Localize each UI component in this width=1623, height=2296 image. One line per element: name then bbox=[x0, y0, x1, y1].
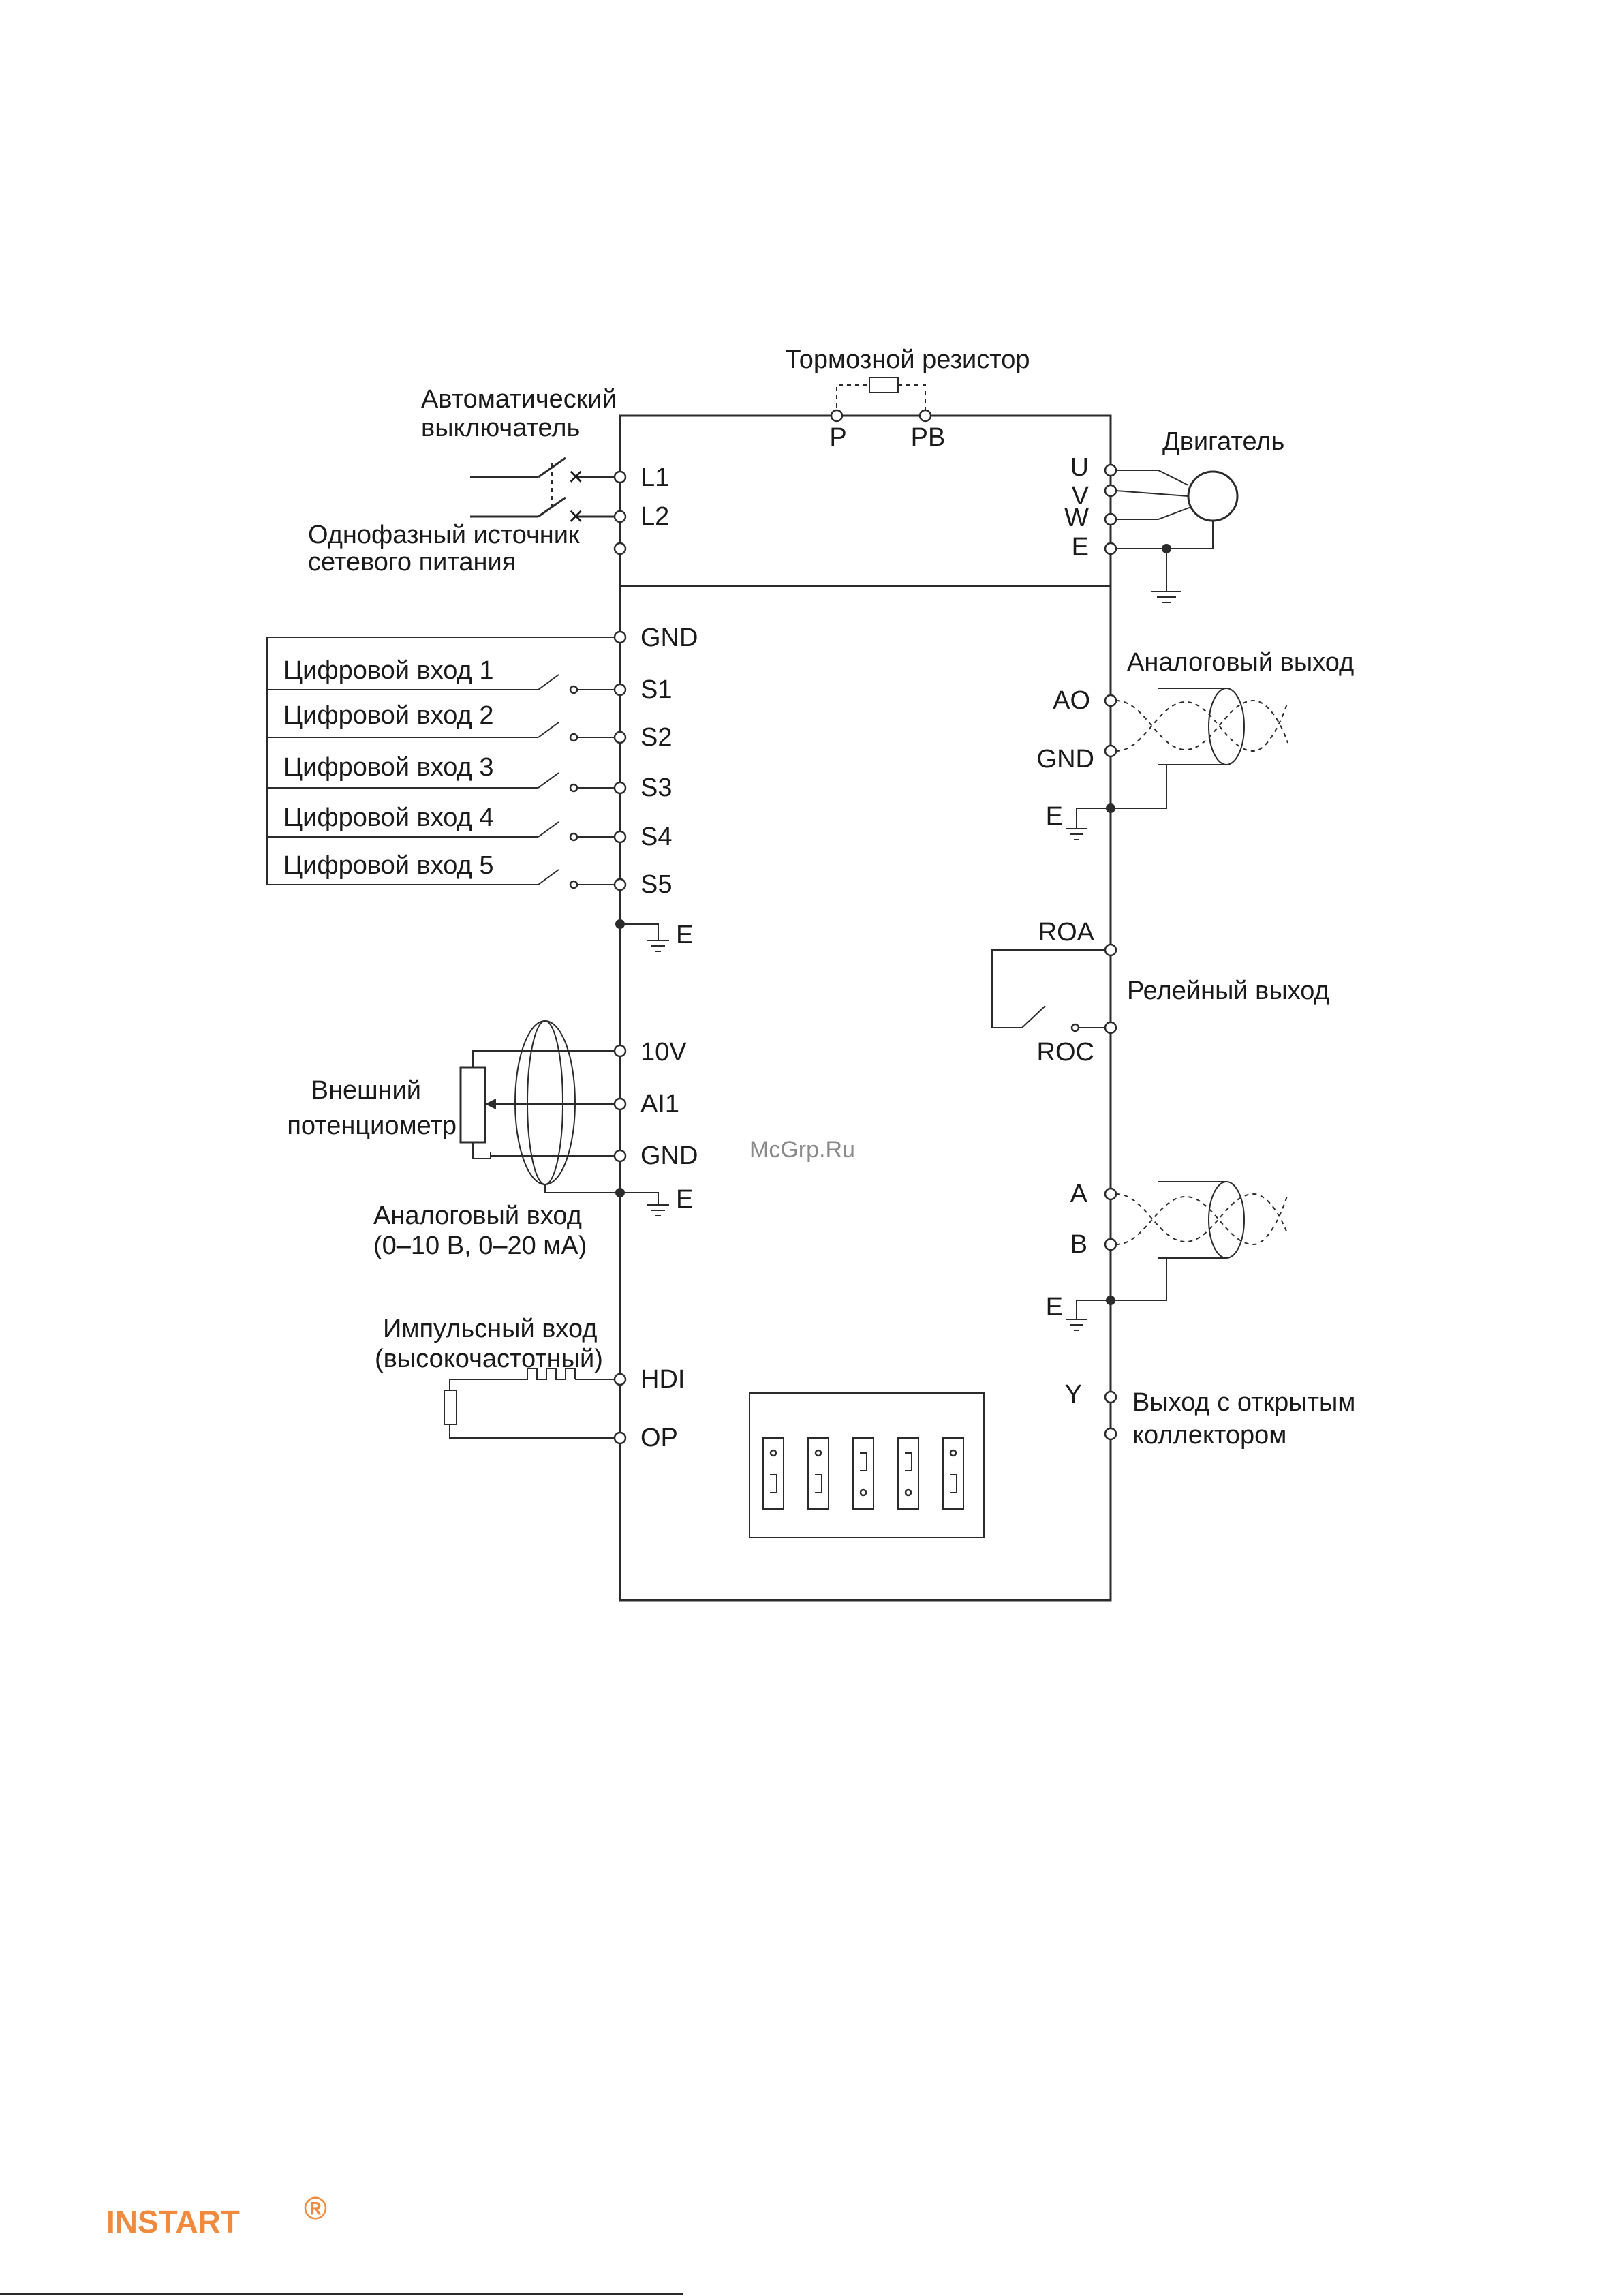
terminal-label-ao: AO bbox=[1053, 686, 1090, 715]
terminal-e-motor bbox=[1105, 543, 1116, 554]
terminal-label-gnd-top: GND bbox=[640, 624, 698, 652]
terminal-label-e-right-2: E bbox=[1045, 1293, 1063, 1321]
terminal-label-l1: L1 bbox=[640, 463, 670, 492]
terminal-label-b: B bbox=[1070, 1230, 1087, 1259]
terminal-gnd-top bbox=[615, 632, 625, 643]
terminal-gnd-ao bbox=[1105, 746, 1116, 756]
terminal-s2 bbox=[615, 732, 625, 743]
terminal-a bbox=[1105, 1189, 1116, 1199]
dip-switch-2 bbox=[808, 1438, 829, 1509]
terminal-label-gnd-ai: GND bbox=[640, 1142, 698, 1170]
oc-out-label-2: коллектором bbox=[1132, 1421, 1287, 1450]
digital-input-label-4: Цифровой вход 4 bbox=[283, 803, 494, 832]
terminal-label-a: A bbox=[1070, 1180, 1087, 1208]
digital-input-label-2: Цифровой вход 2 bbox=[283, 701, 494, 730]
relay-output bbox=[992, 918, 1329, 1067]
terminal-hdi bbox=[615, 1374, 625, 1385]
terminal-gnd-ai bbox=[615, 1150, 625, 1161]
comm-output bbox=[1046, 1180, 1288, 1330]
analog-out-label: Аналоговый выход bbox=[1127, 648, 1355, 677]
breaker-label-2: выключатель bbox=[421, 414, 581, 442]
analog-in-label-1: Аналоговый вход bbox=[373, 1201, 582, 1230]
terminal-label-u: U bbox=[1070, 453, 1089, 482]
terminal-label-ai1: AI1 bbox=[640, 1090, 680, 1118]
terminal-p bbox=[831, 410, 842, 421]
potentiometer-symbol bbox=[461, 1067, 485, 1142]
terminal-label-e-motor: E bbox=[1071, 533, 1089, 562]
terminal-label-w: W bbox=[1064, 504, 1089, 532]
breaker-x-1: × bbox=[568, 463, 584, 491]
dip-switch-1 bbox=[763, 1438, 784, 1509]
digital-input-label-5: Цифровой вход 5 bbox=[283, 851, 494, 880]
terminal-label-e-right-1: E bbox=[1045, 802, 1063, 831]
terminal-label-roa: ROA bbox=[1038, 918, 1094, 947]
terminal-label-s1: S1 bbox=[640, 675, 673, 704]
terminal-u bbox=[1105, 465, 1116, 476]
pulse-in-label-1: Импульсный вход bbox=[383, 1315, 598, 1343]
brand-logo bbox=[106, 2190, 327, 2239]
terminal-label-pb: PB bbox=[910, 423, 946, 452]
breaker-label-1: Автоматический bbox=[421, 385, 617, 414]
terminal-y-com bbox=[1105, 1428, 1116, 1439]
breaker-x-2: × bbox=[568, 502, 584, 531]
oc-out-label-1: Выход с открытым bbox=[1132, 1388, 1356, 1417]
terminal-l2 bbox=[615, 511, 625, 522]
terminal-label-s3: S3 bbox=[640, 774, 673, 802]
terminal-s3 bbox=[615, 782, 625, 793]
terminal-s1 bbox=[615, 684, 625, 695]
digital-input-label-1: Цифровой вход 1 bbox=[283, 656, 494, 685]
supply-label-2: сетевого питания bbox=[308, 548, 516, 577]
terminal-s4 bbox=[615, 831, 625, 842]
terminal-v bbox=[1105, 485, 1116, 496]
supply-label-1: Однофазный источник bbox=[308, 521, 580, 549]
logo-text: INSTART bbox=[106, 2204, 240, 2239]
terminal-label-s5: S5 bbox=[640, 870, 673, 899]
watermark: McGrp.Ru bbox=[749, 1137, 855, 1163]
terminal-ai1 bbox=[615, 1099, 625, 1109]
digital-input-label-3: Цифровой вход 3 bbox=[283, 753, 494, 782]
shield-ab bbox=[1209, 1182, 1244, 1258]
analog-in-label-2: (0–10 В, 0–20 мА) bbox=[373, 1231, 587, 1260]
pulse-resistor bbox=[444, 1390, 457, 1424]
ext-pot-label-2: потенциометр bbox=[287, 1112, 457, 1140]
terminal-op bbox=[615, 1433, 625, 1443]
terminal-label-p: P bbox=[829, 423, 847, 452]
terminal-roc bbox=[1105, 1022, 1116, 1033]
terminal-label-v: V bbox=[1071, 482, 1089, 510]
terminal-n bbox=[615, 543, 625, 554]
terminal-ao bbox=[1105, 695, 1116, 706]
terminal-label-y: Y bbox=[1064, 1380, 1082, 1409]
open-collector-output bbox=[1065, 1380, 1356, 1450]
terminal-pb bbox=[920, 410, 931, 421]
terminal-label-s2: S2 bbox=[640, 723, 673, 752]
terminal-label-hdi: HDI bbox=[640, 1365, 685, 1394]
terminal-label-e-left-1: E bbox=[676, 921, 694, 949]
relay-out-label: Релейный выход bbox=[1127, 977, 1329, 1005]
dip-switch-4 bbox=[898, 1438, 918, 1509]
logo-registered: ® bbox=[304, 2190, 327, 2226]
dip-switch-block bbox=[749, 1393, 984, 1537]
analog-output bbox=[1037, 648, 1355, 840]
terminal-l1 bbox=[615, 472, 625, 483]
terminal-label-gnd-ao: GND bbox=[1036, 745, 1094, 774]
drive-body bbox=[620, 416, 1111, 1600]
motor-label: Двигатель bbox=[1162, 427, 1285, 456]
power-input bbox=[308, 385, 669, 577]
pulse-in-label-2: (высокочастотный) bbox=[375, 1345, 603, 1373]
dip-switch-3 bbox=[853, 1438, 874, 1509]
terminal-label-roc: ROC bbox=[1036, 1038, 1094, 1067]
brake-resistor bbox=[786, 346, 1030, 452]
motor-output bbox=[1064, 427, 1284, 602]
resistor-symbol bbox=[869, 378, 898, 393]
terminal-label-e-left-2: E bbox=[676, 1185, 694, 1214]
analog-input bbox=[287, 1021, 698, 1260]
pulse-input bbox=[375, 1315, 685, 1452]
terminal-w bbox=[1105, 514, 1116, 525]
terminal-roa bbox=[1105, 945, 1116, 955]
terminal-label-10v: 10V bbox=[640, 1038, 687, 1067]
terminal-label-l2: L2 bbox=[640, 502, 670, 531]
motor-symbol bbox=[1188, 472, 1237, 521]
terminal-10v bbox=[615, 1045, 625, 1056]
dip-switch-5 bbox=[943, 1438, 963, 1509]
terminal-label-s4: S4 bbox=[640, 823, 673, 851]
shield-left bbox=[515, 1021, 575, 1184]
terminal-label-op: OP bbox=[640, 1424, 678, 1452]
shield-ao bbox=[1209, 688, 1244, 765]
terminal-s5 bbox=[615, 879, 625, 890]
terminal-b bbox=[1105, 1239, 1116, 1250]
terminal-y bbox=[1105, 1392, 1116, 1403]
brake-resistor-label: Тормозной резистор bbox=[785, 346, 1030, 374]
digital-inputs bbox=[267, 624, 698, 951]
ext-pot-label-1: Внешний bbox=[311, 1076, 421, 1105]
